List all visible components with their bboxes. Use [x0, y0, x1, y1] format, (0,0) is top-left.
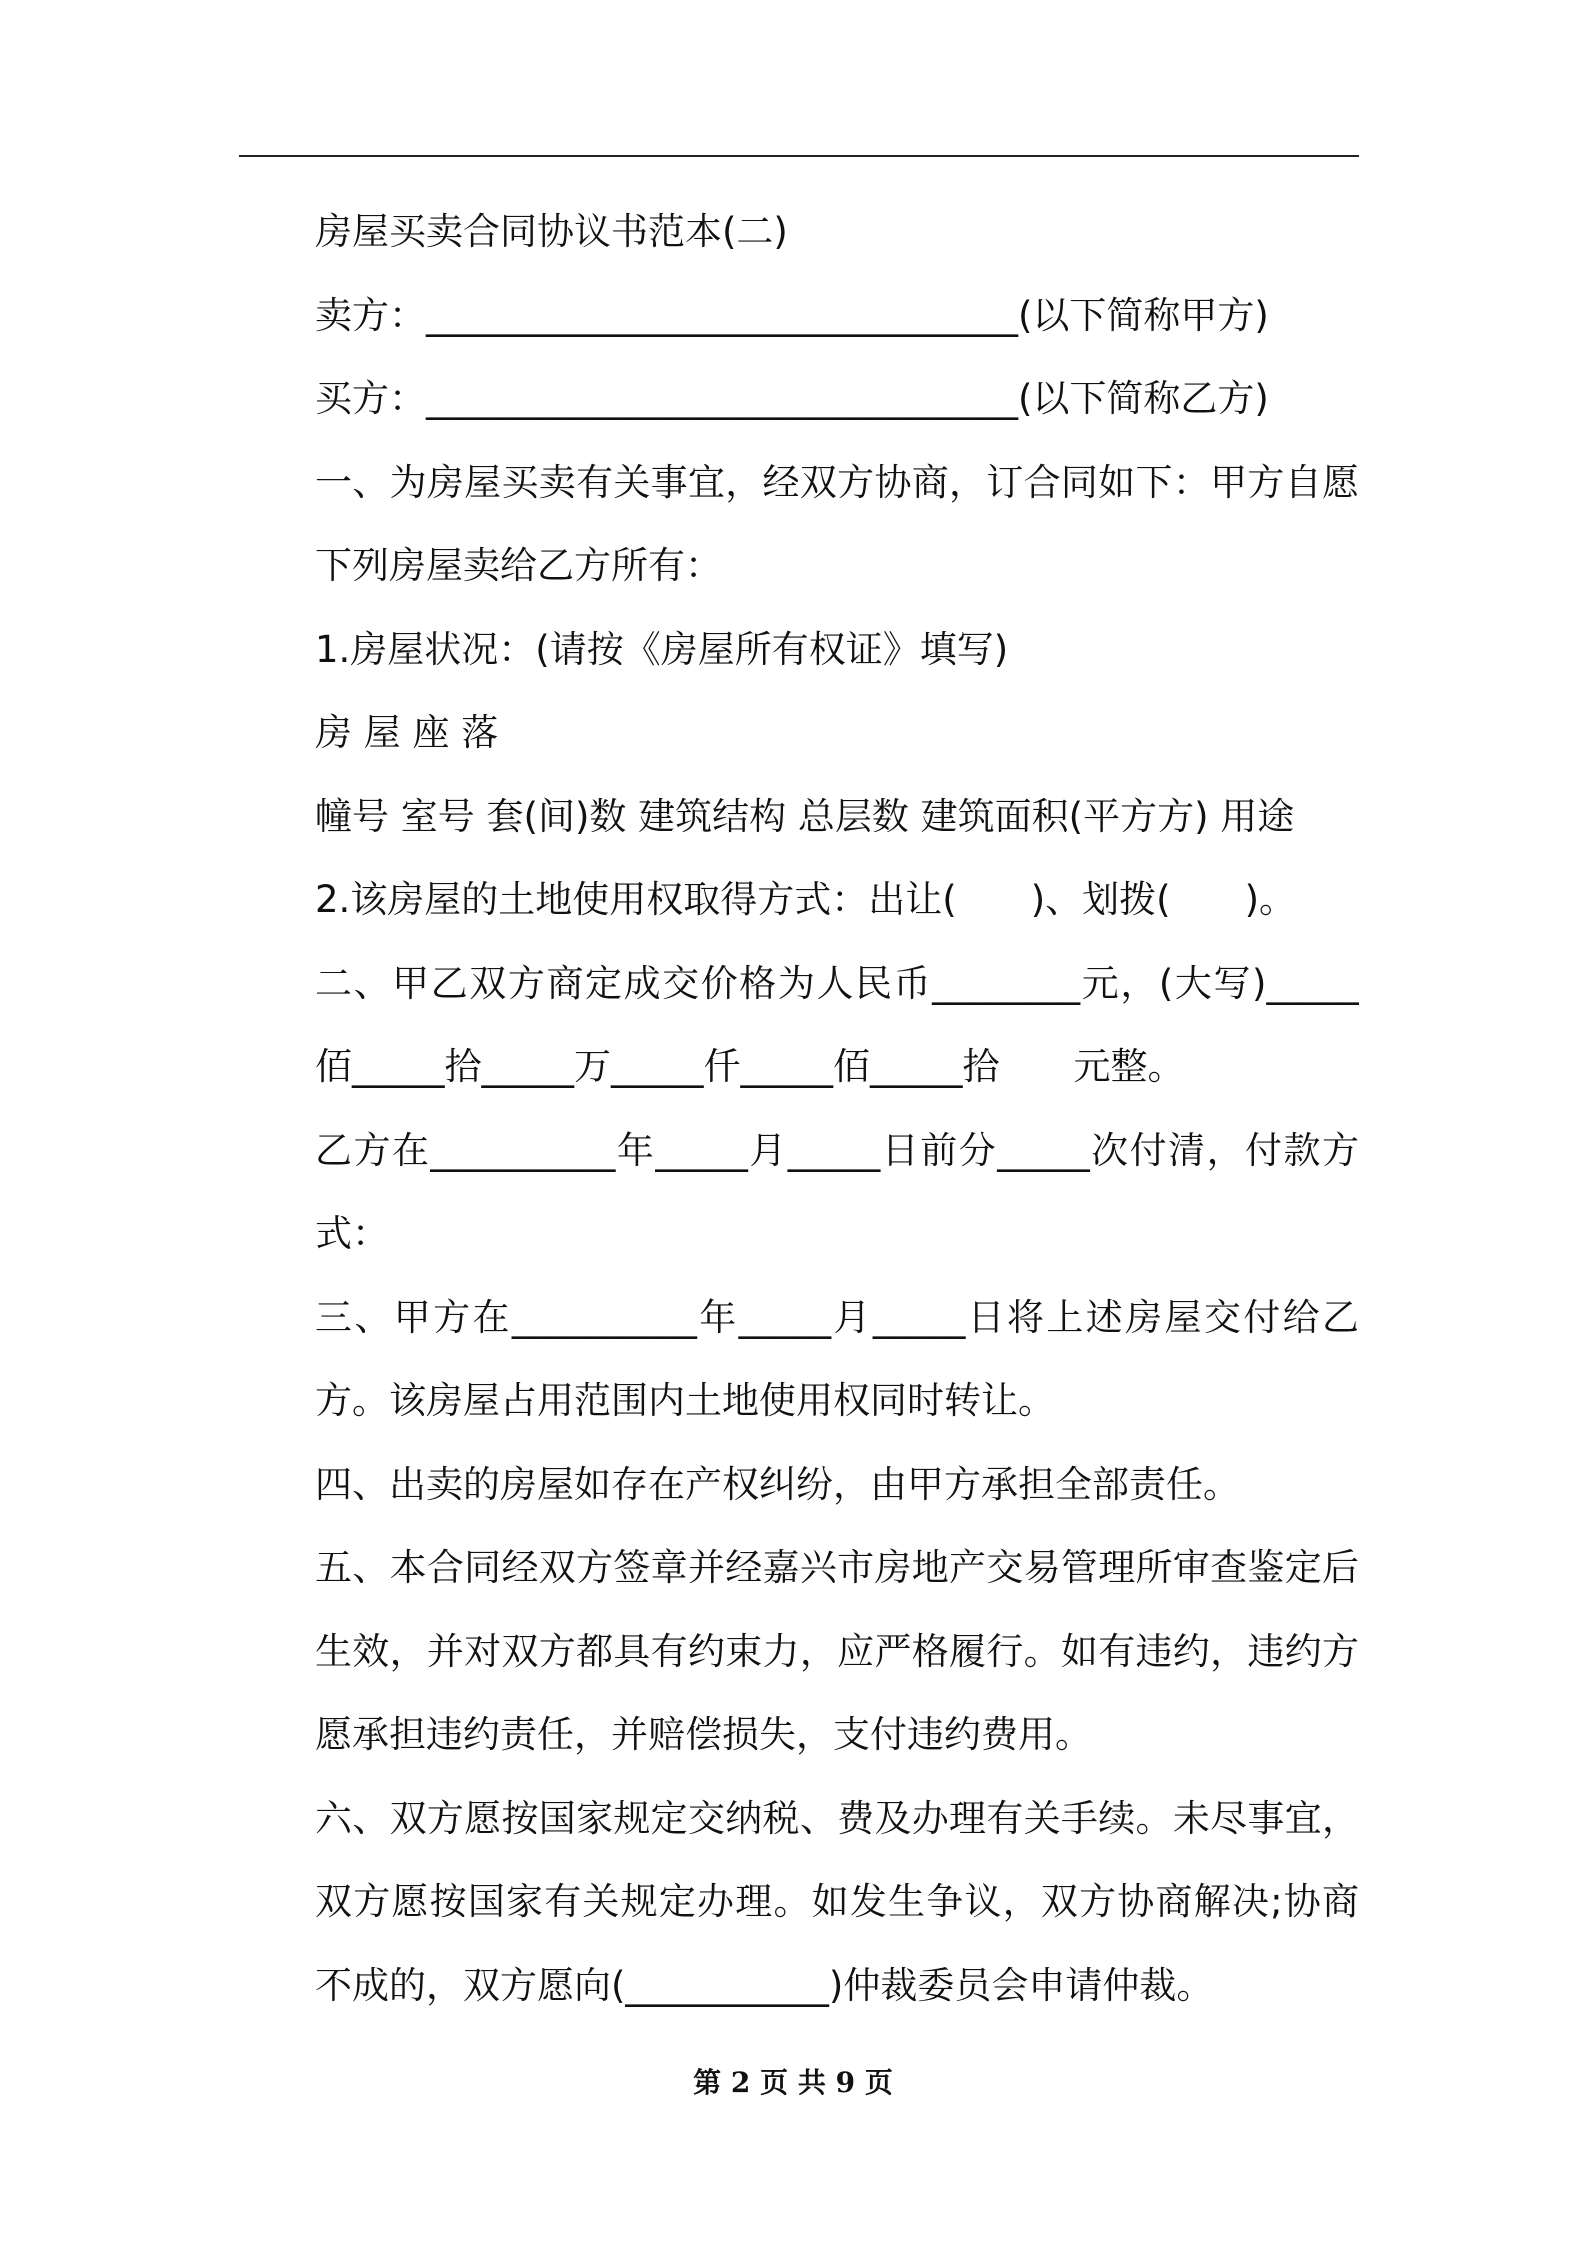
seller-line: 卖方：________________________________(以下简称甲方)	[315, 293, 1269, 337]
clause-1-intro: 一、为房屋买卖有关事宜，经双方协商，订合同如下：甲方自愿下列房屋卖给乙方所有：	[315, 460, 1359, 587]
house-status: 1.房屋状况：(请按《房屋所有权证》填写)	[315, 627, 1009, 671]
buyer-line: 买方：________________________________(以下简称乙方)	[315, 377, 1269, 420]
clause-3-delivery: 三、甲方在__________年_____月_____日将上述房屋交付给乙方。该房屋占用范围内土地使用权同时转让。	[315, 1295, 1359, 1422]
clause-5-effect: 五、本合同经双方签章并经嘉兴市房地产交易管理所审查鉴定后生效，并对双方都具有约束力，应严格履行。如有违约，违约方愿承担违约责任，并赔偿损失，支付违约费用。	[315, 1546, 1359, 1756]
clause-2-price: 二、甲乙双方商定成交价格为人民币________元，(大写)_____佰_____拾_____万_____仟_____佰_____拾 元整。	[315, 961, 1359, 1088]
page-footer: 第 2 页 共 9 页	[693, 2066, 893, 2099]
clause-6-arbitration: 六、双方愿按国家规定交纳税、费及办理有关手续。未尽事宜，双方愿按国家有关规定办理。如发生争议，双方协商解决;协商不成的，双方愿向(___________)仲裁委员会申请仲裁。	[315, 1796, 1359, 2007]
house-fields: 幢号 室号 套(间)数 建筑结构 总层数 建筑面积(平方方) 用途	[315, 794, 1295, 838]
header-rule	[239, 155, 1359, 157]
payment-terms: 乙方在__________年_____月_____日前分_____次付清，付款方式：	[315, 1128, 1359, 1255]
document-body	[239, 190, 1359, 2027]
contract-title: 房屋买卖合同协议书范本(二)	[315, 210, 788, 253]
land-use-right: 2.该房屋的土地使用权取得方式：出让( )、划拨( )。	[315, 878, 1297, 921]
clause-4-dispute: 四、出卖的房屋如存在产权纠纷，由甲方承担全部责任。	[315, 1462, 1240, 1506]
house-location: 房 屋 座 落	[315, 711, 499, 754]
